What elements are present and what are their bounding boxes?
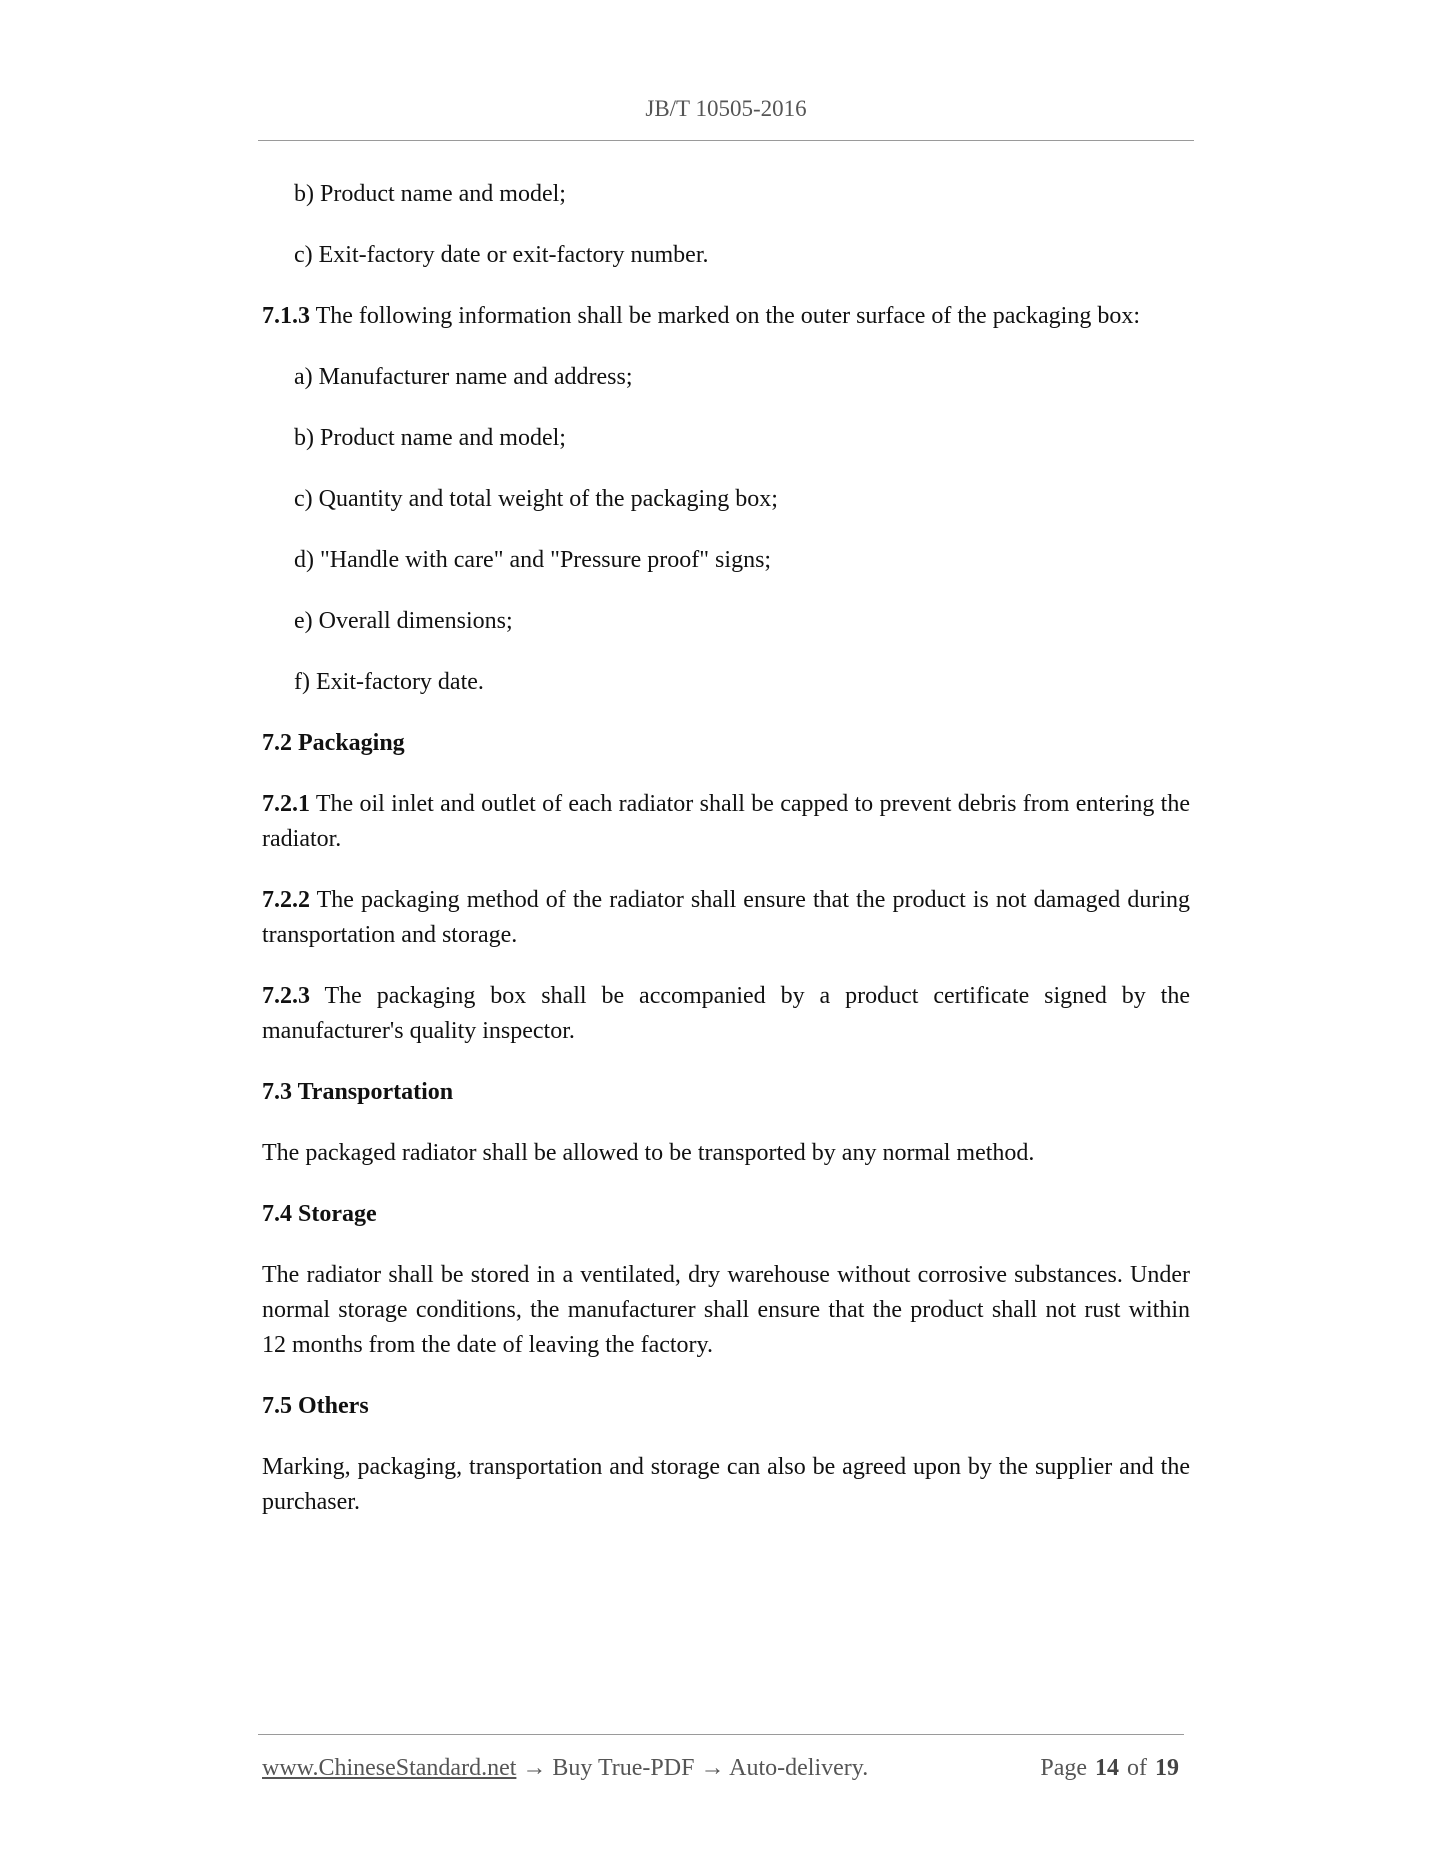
buy-pdf-text: Buy True-PDF xyxy=(552,1755,695,1781)
list-item: a) Manufacturer name and address; xyxy=(294,364,633,390)
clause-7-2-3 xyxy=(262,979,1190,1049)
clause-7-2-1 xyxy=(262,787,1190,857)
clause-text: The packaging method of the radiator shall ensure that the product is not damaged during transportation and storage. xyxy=(262,887,1190,948)
arrow-right-icon: → xyxy=(700,1755,725,1781)
section-heading-7-4: 7.4 Storage xyxy=(262,1201,377,1227)
arrow-right-icon: → xyxy=(522,1755,547,1781)
footer-divider xyxy=(258,1734,1184,1735)
header-divider xyxy=(258,140,1194,141)
clause-text: The oil inlet and outlet of each radiator shall be capped to prevent debris from entering the radiator. xyxy=(262,791,1190,852)
section-heading-7-3: 7.3 Transportation xyxy=(262,1079,454,1105)
list-item: c) Exit-factory date or exit-factory number. xyxy=(294,242,709,268)
list-item: b) Product name and model; xyxy=(294,181,566,207)
page-label: Page xyxy=(1040,1755,1087,1781)
clause-number: 7.2.3 xyxy=(262,983,310,1009)
auto-delivery-text: Auto-delivery. xyxy=(729,1755,869,1781)
paragraph-storage: The radiator shall be stored in a ventilated, dry warehouse without corrosive substances. Under normal storage conditions, the manufacturer shall ensure that the product shall not rust within 12 months from the date of leaving the factory. xyxy=(262,1262,1190,1358)
clause-number: 7.2.2 xyxy=(262,887,310,913)
of-label: of xyxy=(1127,1755,1147,1781)
list-item: d) "Handle with care" and "Pressure proof" signs; xyxy=(294,547,772,573)
page-total: 19 xyxy=(1155,1755,1179,1781)
paragraph-others: Marking, packaging, transportation and storage can also be agreed upon by the supplier and the purchaser. xyxy=(262,1454,1190,1515)
section-heading-7-2: 7.2 Packaging xyxy=(262,730,405,756)
paragraph-transportation: The packaged radiator shall be allowed to be transported by any normal method. xyxy=(262,1140,1035,1166)
clause-text: The following information shall be marked on the outer surface of the packaging box: xyxy=(310,303,1140,329)
page-number: 14 xyxy=(1095,1755,1119,1781)
section-heading-7-5: 7.5 Others xyxy=(262,1393,369,1419)
clause-number: 7.2.1 xyxy=(262,791,310,817)
document-body xyxy=(262,177,1190,1546)
list-item: c) Quantity and total weight of the packaging box; xyxy=(294,486,778,512)
list-item: f) Exit-factory date. xyxy=(294,669,484,695)
list-item: b) Product name and model; xyxy=(294,425,566,451)
list-item: e) Overall dimensions; xyxy=(294,608,513,634)
site-link[interactable]: www.ChineseStandard.net xyxy=(262,1755,517,1781)
document-header: JB/T 10505-2016 xyxy=(645,96,807,121)
clause-number: 7.1.3 xyxy=(262,303,310,329)
clause-text: The packaging box shall be accompanied by a product certificate signed by the manufacturer's quality inspector. xyxy=(262,983,1190,1044)
clause-7-1-3 xyxy=(262,299,1190,334)
clause-7-2-2 xyxy=(262,883,1190,953)
footer-promo xyxy=(262,1751,868,1785)
page-indicator xyxy=(1040,1751,1179,1785)
